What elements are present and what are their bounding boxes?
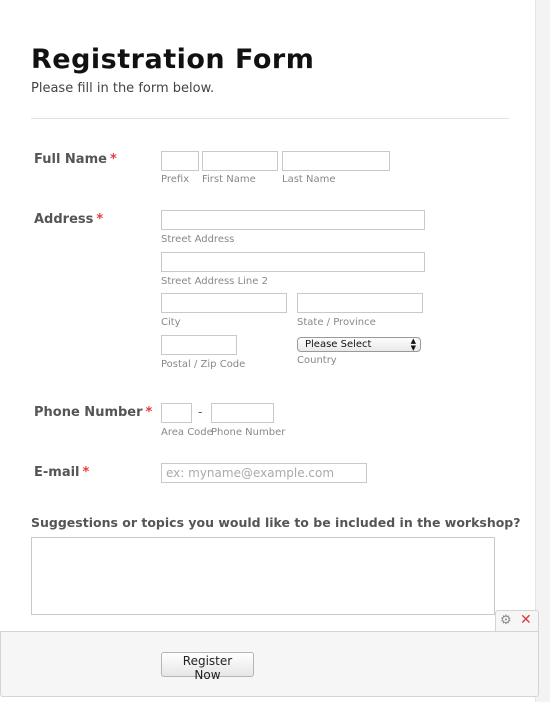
city-sublabel: City [161, 317, 181, 328]
country-select[interactable] [297, 337, 421, 352]
close-icon[interactable]: ✕ [520, 612, 532, 628]
required-mark: * [109, 152, 117, 167]
street-address-line2-sublabel: Street Address Line 2 [161, 276, 268, 287]
street-address-line2-input[interactable] [161, 252, 425, 272]
street-address-sublabel: Street Address [161, 234, 235, 245]
email-label [34, 465, 89, 480]
email-input[interactable] [161, 463, 367, 483]
country-select-value: Please Select [305, 339, 372, 350]
last-name-input[interactable] [282, 151, 390, 171]
required-mark: * [145, 405, 153, 420]
form-title: Registration Form [31, 44, 315, 75]
prefix-sublabel: Prefix [161, 174, 190, 185]
area-code-input[interactable] [161, 403, 192, 423]
email-label-text: E-mail [34, 465, 80, 480]
first-name-input[interactable] [202, 151, 278, 171]
country-sublabel: Country [297, 355, 337, 366]
suggestions-label: Suggestions or topics you would like to be included in the workshop? [31, 515, 521, 530]
postal-code-input[interactable] [161, 335, 237, 355]
first-name-sublabel: First Name [202, 174, 256, 185]
state-input[interactable] [297, 293, 423, 313]
phone-label [34, 405, 152, 420]
phone-number-input[interactable] [211, 403, 274, 423]
address-label [34, 212, 103, 227]
postal-code-sublabel: Postal / Zip Code [161, 359, 246, 370]
phone-separator: - [198, 405, 203, 419]
address-label-text: Address [34, 212, 94, 227]
select-arrows-icon: ▲ ▼ [410, 337, 416, 352]
street-address-input[interactable] [161, 210, 425, 230]
prefix-input[interactable] [161, 151, 199, 171]
form-footer [0, 631, 539, 697]
required-mark: * [82, 465, 90, 480]
phone-number-sublabel: Phone Number [211, 427, 286, 438]
required-mark: * [96, 212, 104, 227]
full-name-label [34, 152, 117, 167]
gear-icon[interactable]: ⚙ [500, 613, 512, 628]
register-now-button[interactable]: Register Now [161, 652, 254, 677]
form-subtitle: Please fill in the form below. [31, 81, 215, 96]
full-name-label-text: Full Name [34, 152, 107, 167]
state-sublabel: State / Province [297, 317, 376, 328]
suggestions-textarea[interactable] [31, 537, 495, 615]
city-input[interactable] [161, 293, 287, 313]
header-divider [31, 118, 509, 119]
area-code-sublabel: Area Code [161, 427, 213, 438]
page-edge [535, 0, 550, 702]
phone-label-text: Phone Number [34, 405, 143, 420]
last-name-sublabel: Last Name [282, 174, 336, 185]
